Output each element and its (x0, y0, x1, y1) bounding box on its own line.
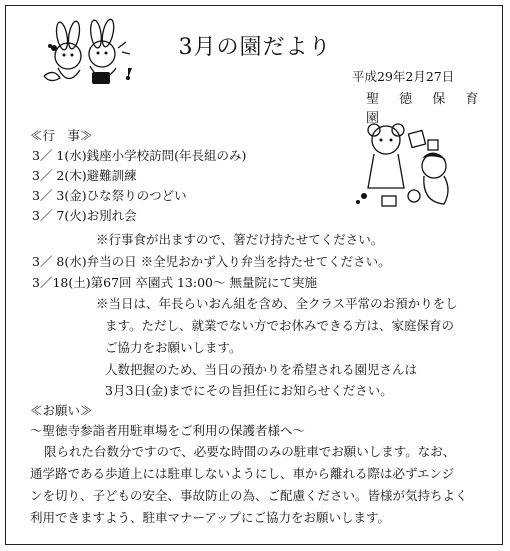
requests-subheading: ～聖徳寺参詣者用駐車場をご利用の保護者様へ～ (30, 423, 306, 438)
event-item: 3／ 7(火)お別れ会 (32, 208, 137, 223)
event-item: 3／18(土)第67回 卒園式 13:00～ 無量院にて実施 (32, 275, 317, 290)
event-note: 人数把握のため、当日の預かりを希望される園児さんは (105, 362, 418, 377)
issuer-name: 聖 徳 保 育 園 (366, 92, 487, 126)
event-item: 3／ 8(水)弁当の日 ※全児おかず入り弁当を持たせてください。 (32, 254, 391, 269)
requests-heading: ≪お願い≫ (30, 403, 93, 418)
issue-date: 平成29年2月27日 (352, 69, 455, 84)
children-illustration (352, 118, 462, 218)
event-note: ご協力をお願いします。 (105, 340, 242, 355)
event-note: 3月3日(金)までにその旨担任にお知らせください。 (105, 383, 393, 398)
event-item: 3／ 3(金)ひな祭りのつどい (32, 188, 187, 203)
event-item: 3／ 2(木)避難訓練 (32, 168, 137, 183)
page-title: 3月の園だより (178, 35, 332, 60)
event-note: ます。ただし、就業でない方でお休みできる方は、家庭保育の (105, 318, 455, 333)
event-note: ※行事食が出ますので、箸だけ持たせてください。 (96, 232, 384, 247)
requests-paragraph-line: 通学路である歩道上には駐車しないようにし、車から離れる際は必ずエンジ (30, 466, 455, 481)
event-item: 3／ 1(水)銭座小学校訪問(年長組のみ) (32, 148, 247, 163)
events-heading: ≪行 事≫ (30, 128, 93, 143)
event-note: ※当日は、年長らいおん組を含め、全クラス平常のお預かりをし (96, 296, 458, 311)
requests-paragraph-line: 利用できますよう、駐車マナーアップにご協力をお願いします。 (30, 510, 391, 525)
requests-paragraph-line: 限られた台数分ですので、必要な時間のみの駐車でお願いします。なお、 (44, 444, 456, 459)
requests-paragraph-line: ンを切り、子どもの安全、事故防止の為、ご配慮ください。皆様が気持ちよく (30, 488, 468, 503)
